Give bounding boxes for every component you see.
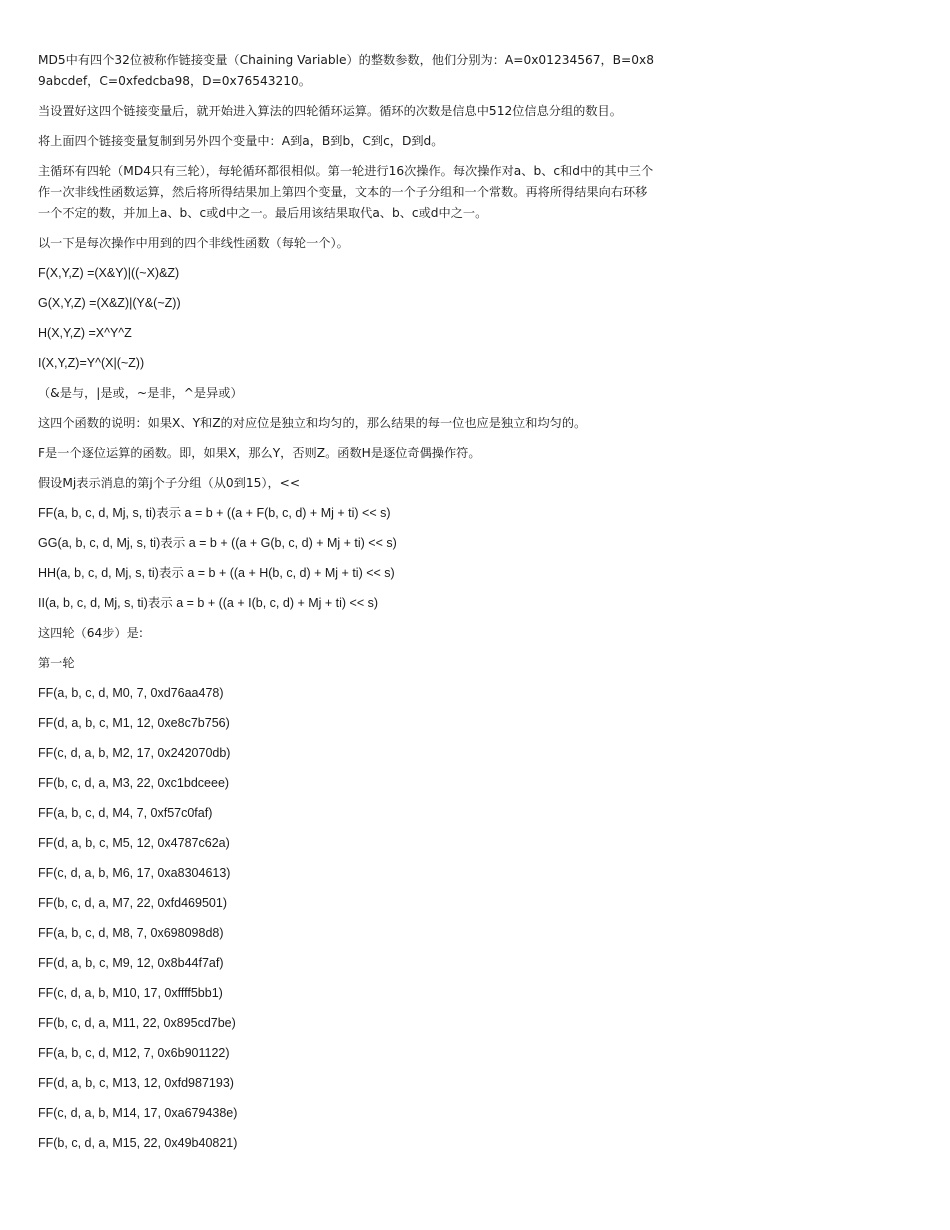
round1-step: FF(d, a, b, c, M5, 12, 0x4787c62a) bbox=[38, 836, 230, 850]
op-hh-definition: HH(a, b, c, d, Mj, s, ti)表示 a = b + ((a + H(b, c, d) + Mj + ti) << s) bbox=[38, 566, 395, 580]
round1-step: FF(c, d, a, b, M10, 17, 0xffff5bb1) bbox=[38, 986, 223, 1000]
round1-step: FF(a, b, c, d, M8, 7, 0x698098d8) bbox=[38, 926, 224, 940]
para-loop: 当设置好这四个链接变量后，就开始进入算法的四轮循环运算。循环的次数是信息中512位信息分组的数目。 bbox=[38, 104, 622, 118]
round1-step: FF(c, d, a, b, M14, 17, 0xa679438e) bbox=[38, 1106, 238, 1120]
operators-note: （&是与，|是或，~是非，^是异或） bbox=[38, 386, 243, 400]
round1-step: FF(b, c, d, a, M3, 22, 0xc1bdceee) bbox=[38, 776, 230, 790]
document-body bbox=[38, 50, 658, 1163]
para-functions-intro: 以一下是每次操作中用到的四个非线性函数（每轮一个）。 bbox=[38, 236, 349, 250]
round1-steps bbox=[38, 683, 658, 1154]
para-function-explain: 这四个函数的说明：如果X、Y和Z的对应位是独立和均匀的，那么结果的每一位也应是独立和均匀的。 bbox=[38, 416, 587, 430]
rounds-intro: 这四轮（64步）是: bbox=[38, 626, 143, 640]
round1-step: FF(d, a, b, c, M9, 12, 0x8b44f7af) bbox=[38, 956, 224, 970]
round1-title: 第一轮 bbox=[38, 656, 75, 670]
round1-step: FF(a, b, c, d, M0, 7, 0xd76aa478) bbox=[38, 686, 224, 700]
para-chaining-variables: MD5中有四个32位被称作链接变量（Chaining Variable）的整数参数，他们分别为：A=0x01234567，B=0x89abcdef，C=0xfedcba98，D=0x76543210。 bbox=[38, 53, 654, 88]
round1-step: FF(c, d, a, b, M2, 17, 0x242070db) bbox=[38, 746, 231, 760]
function-g: G(X,Y,Z) =(X&Z)|(Y&(~Z)) bbox=[38, 296, 181, 310]
op-gg-definition: GG(a, b, c, d, Mj, s, ti)表示 a = b + ((a + G(b, c, d) + Mj + ti) << s) bbox=[38, 536, 397, 550]
round1-step: FF(d, a, b, c, M13, 12, 0xfd987193) bbox=[38, 1076, 234, 1090]
function-h: H(X,Y,Z) =X^Y^Z bbox=[38, 326, 132, 340]
op-ii-definition: II(a, b, c, d, Mj, s, ti)表示 a = b + ((a + I(b, c, d) + Mj + ti) << s) bbox=[38, 596, 379, 610]
round1-step: FF(b, c, d, a, M7, 22, 0xfd469501) bbox=[38, 896, 227, 910]
round1-step: FF(b, c, d, a, M11, 22, 0x895cd7be) bbox=[38, 1016, 236, 1030]
round1-step: FF(b, c, d, a, M15, 22, 0x49b40821) bbox=[38, 1136, 238, 1150]
round1-step: FF(a, b, c, d, M4, 7, 0xf57c0faf) bbox=[38, 806, 213, 820]
para-main-loop: 主循环有四轮（MD4只有三轮），每轮循环都很相似。第一轮进行16次操作。每次操作对a、b、c和d中的其中三个作一次非线性函数运算，然后将所得结果加上第四个变量，文本的一个子分组和一个常数。再将所得结果向右环移一个不定的数，并加上a、b、c或d中之一。最后用该结果取代a、b、c或d中之一。 bbox=[38, 164, 654, 220]
round1-step: FF(c, d, a, b, M6, 17, 0xa8304613) bbox=[38, 866, 231, 880]
round1-step: FF(d, a, b, c, M1, 12, 0xe8c7b756) bbox=[38, 716, 230, 730]
para-function-f-explain: F是一个逐位运算的函数。即，如果X，那么Y，否则Z。函数H是逐位奇偶操作符。 bbox=[38, 446, 481, 460]
op-ff-definition: FF(a, b, c, d, Mj, s, ti)表示 a = b + ((a + F(b, c, d) + Mj + ti) << s) bbox=[38, 506, 391, 520]
para-subgroup: 假设Mj表示消息的第j个子分组（从0到15），<< bbox=[38, 476, 301, 490]
round1-step: FF(a, b, c, d, M12, 7, 0x6b901122) bbox=[38, 1046, 230, 1060]
para-copy-variables: 将上面四个链接变量复制到另外四个变量中：A到a，B到b，C到c，D到d。 bbox=[38, 134, 444, 148]
function-f: F(X,Y,Z) =(X&Y)|((~X)&Z) bbox=[38, 266, 180, 280]
function-i: I(X,Y,Z)=Y^(X|(~Z)) bbox=[38, 356, 145, 370]
